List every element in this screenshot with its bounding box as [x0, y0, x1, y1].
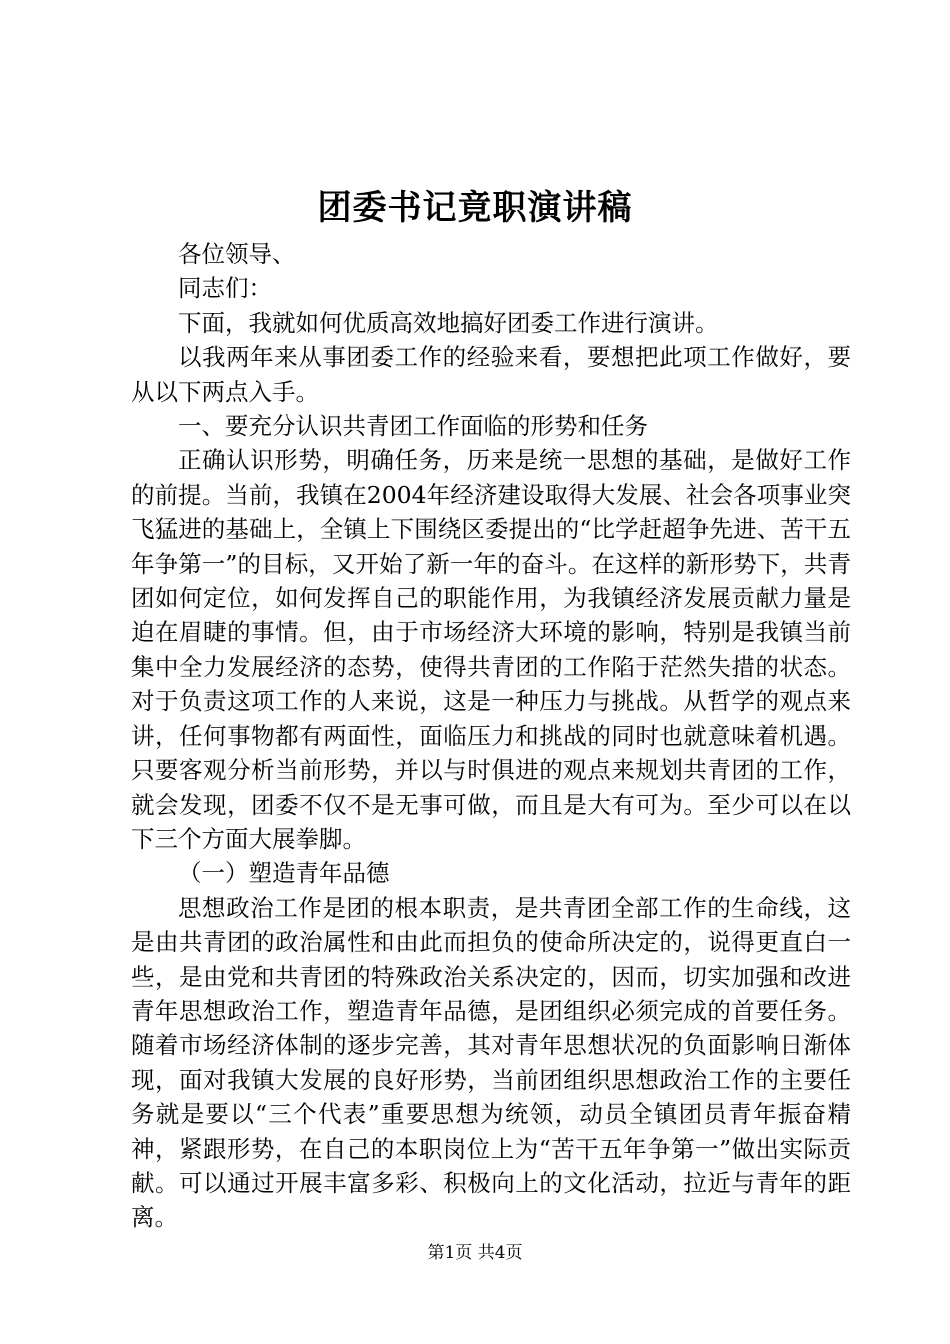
- body-paragraph: 以我两年来从事团委工作的经验来看，要想把此项工作做好，要从以下两点入手。: [131, 343, 851, 406]
- body-paragraph: 思想政治工作是团的根本职责，是共青团全部工作的生命线，这是由共青团的政治属性和由此而担负的使命所决定的，说得更直白一些，是由党和共青团的特殊政治关系决定的，因而，切实加强和改进青年思想政治工作，塑造青年品德，是团组织必须完成的首要任务。随着市场经济体制的逐步完善，其对青年思想状况的负面影响日渐体现，面对我镇大发展的良好形势，当前团组织思想政治工作的主要任务就是要以“三个代表”重要思想为统领，动员全镇团员青年振奋精神，紧跟形势，在自己的本职岗位上为“苦干五年争第一”做出实际贡献。可以通过开展丰富多彩、积极向上的文化活动，拉近与青年的距离。: [131, 893, 851, 1232]
- document-body: [131, 237, 851, 1235]
- subsection-heading: （一）塑造青年品德: [178, 859, 390, 888]
- greeting-line: 同志们：: [178, 274, 272, 303]
- body-paragraph: 下面，我就如何优质高效地搞好团委工作进行演讲。: [178, 308, 719, 337]
- section-heading: 一、要充分认识共青团工作面临的形势和任务: [178, 412, 648, 441]
- greeting-line: 各位领导、: [178, 240, 296, 268]
- body-paragraph: 正确认识形势，明确任务，历来是统一思想的基础，是做好工作的前提。当前，我镇在2004年经济建设取得大发展、社会各项事业突飞猛进的基础上，全镇上下围绕区委提出的“比学赶超争先进、苦干五年争第一”的目标，又开始了新一年的奋斗。在这样的新形势下，共青团如何定位，如何发挥自己的职能作用，为我镇经济发展贡献力量是迫在眉睫的事情。但，由于市场经济大环境的影响，特别是我镇当前集中全力发展经济的态势，使得共青团的工作陷于茫然失措的状态。对于负责这项工作的人来说，这是一种压力与挑战。从哲学的观点来讲，任何事物都有两面性，面临压力和挑战的同时也就意味着机遇。只要客观分析当前形势，并以与时俱进的观点来规划共青团的工作，就会发现，团委不仅不是无事可做，而且是大有可为。至少可以在以下三个方面大展拳脚。: [131, 446, 851, 853]
- document-title: 团委书记竟职演讲稿: [317, 188, 633, 228]
- page-number-footer: 第1页 共4页: [427, 1243, 523, 1263]
